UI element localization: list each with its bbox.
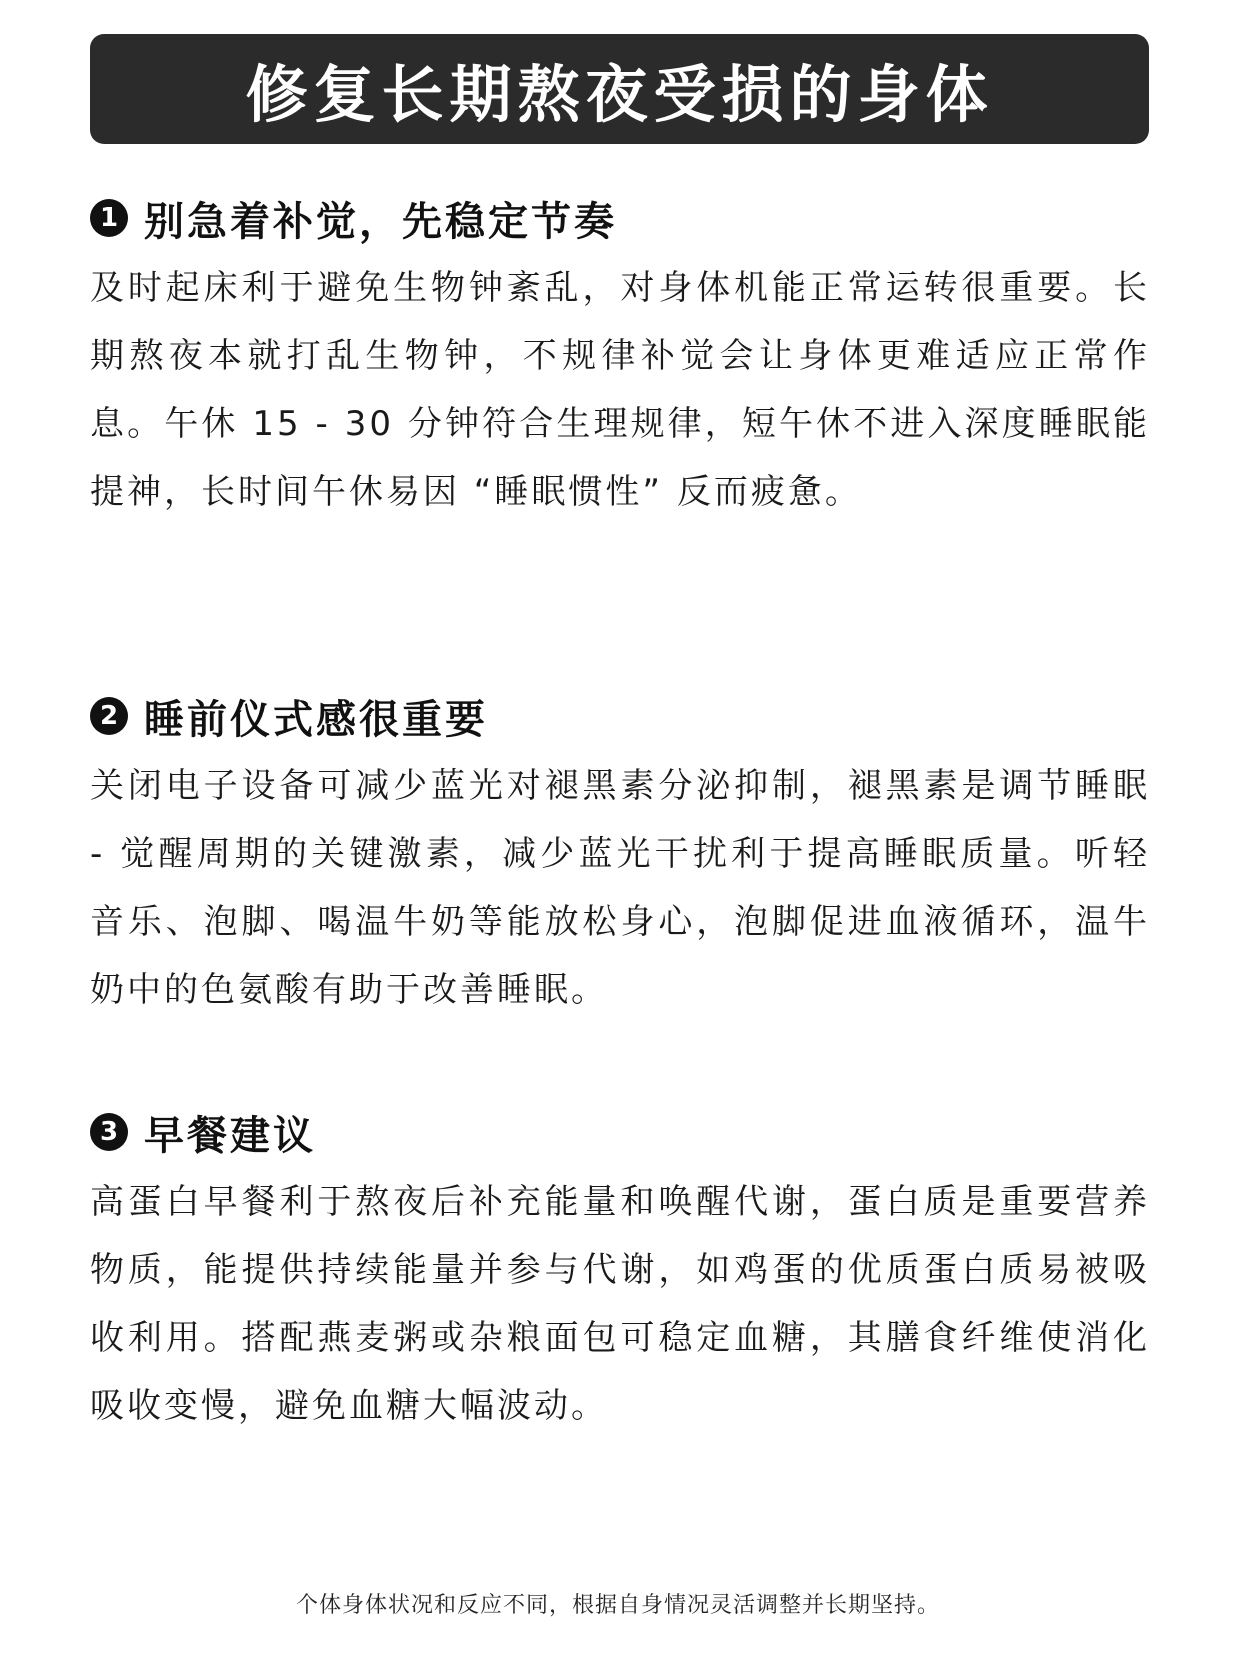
section-2-heading-text: 睡前仪式感很重要 [144, 696, 488, 743]
number-badge-1: 1 [90, 199, 128, 237]
section-2-heading [90, 688, 1150, 744]
number-badge-2: 2 [90, 697, 128, 735]
footer-note: 个体身体状况和反应不同，根据自身情况灵活调整并长期坚持。 [295, 1593, 940, 1618]
section-1-heading-text: 别急着补觉，先稳定节奏 [144, 198, 617, 245]
section-3-body: 高蛋白早餐利于熬夜后补充能量和唤醒代谢，蛋白质是重要营养物质，能提供持续能量并参与代谢，如鸡蛋的优质蛋白质易被吸收利用。搭配燕麦粥或杂粮面包可稳定血糖，其膳食纤维使消化吸收变慢，避免血糖大幅波动。 [90, 1182, 1150, 1426]
title-banner [90, 34, 1149, 144]
section-2-body: 关闭电子设备可减少蓝光对褪黑素分泌抑制，褪黑素是调节睡眠 - 觉醒周期的关键激素，减少蓝光干扰利于提高睡眠质量。听轻音乐、泡脚、喝温牛奶等能放松身心，泡脚促进血液循环，温牛奶中的色氨酸有助于改善睡眠。 [90, 766, 1150, 1010]
section-3-heading-text: 早餐建议 [144, 1112, 316, 1159]
section-1-body: 及时起床利于避免生物钟紊乱，对身体机能正常运转很重要。长期熬夜本就打乱生物钟，不规律补觉会让身体更难适应正常作息。午休 15 - 30 分钟符合生理规律，短午休不进入深度睡眠能提神，长时间午休易因 “睡眠惯性” 反而疲惫。 [90, 268, 1150, 512]
section-1-heading [90, 190, 1150, 246]
number-badge-3: 3 [90, 1113, 128, 1151]
section-3-heading [90, 1104, 1150, 1160]
page-title: 修复长期熬夜受损的身体 [245, 57, 994, 131]
section-3 [90, 1104, 1150, 1440]
section-1 [90, 190, 1150, 526]
section-2 [90, 688, 1150, 1024]
